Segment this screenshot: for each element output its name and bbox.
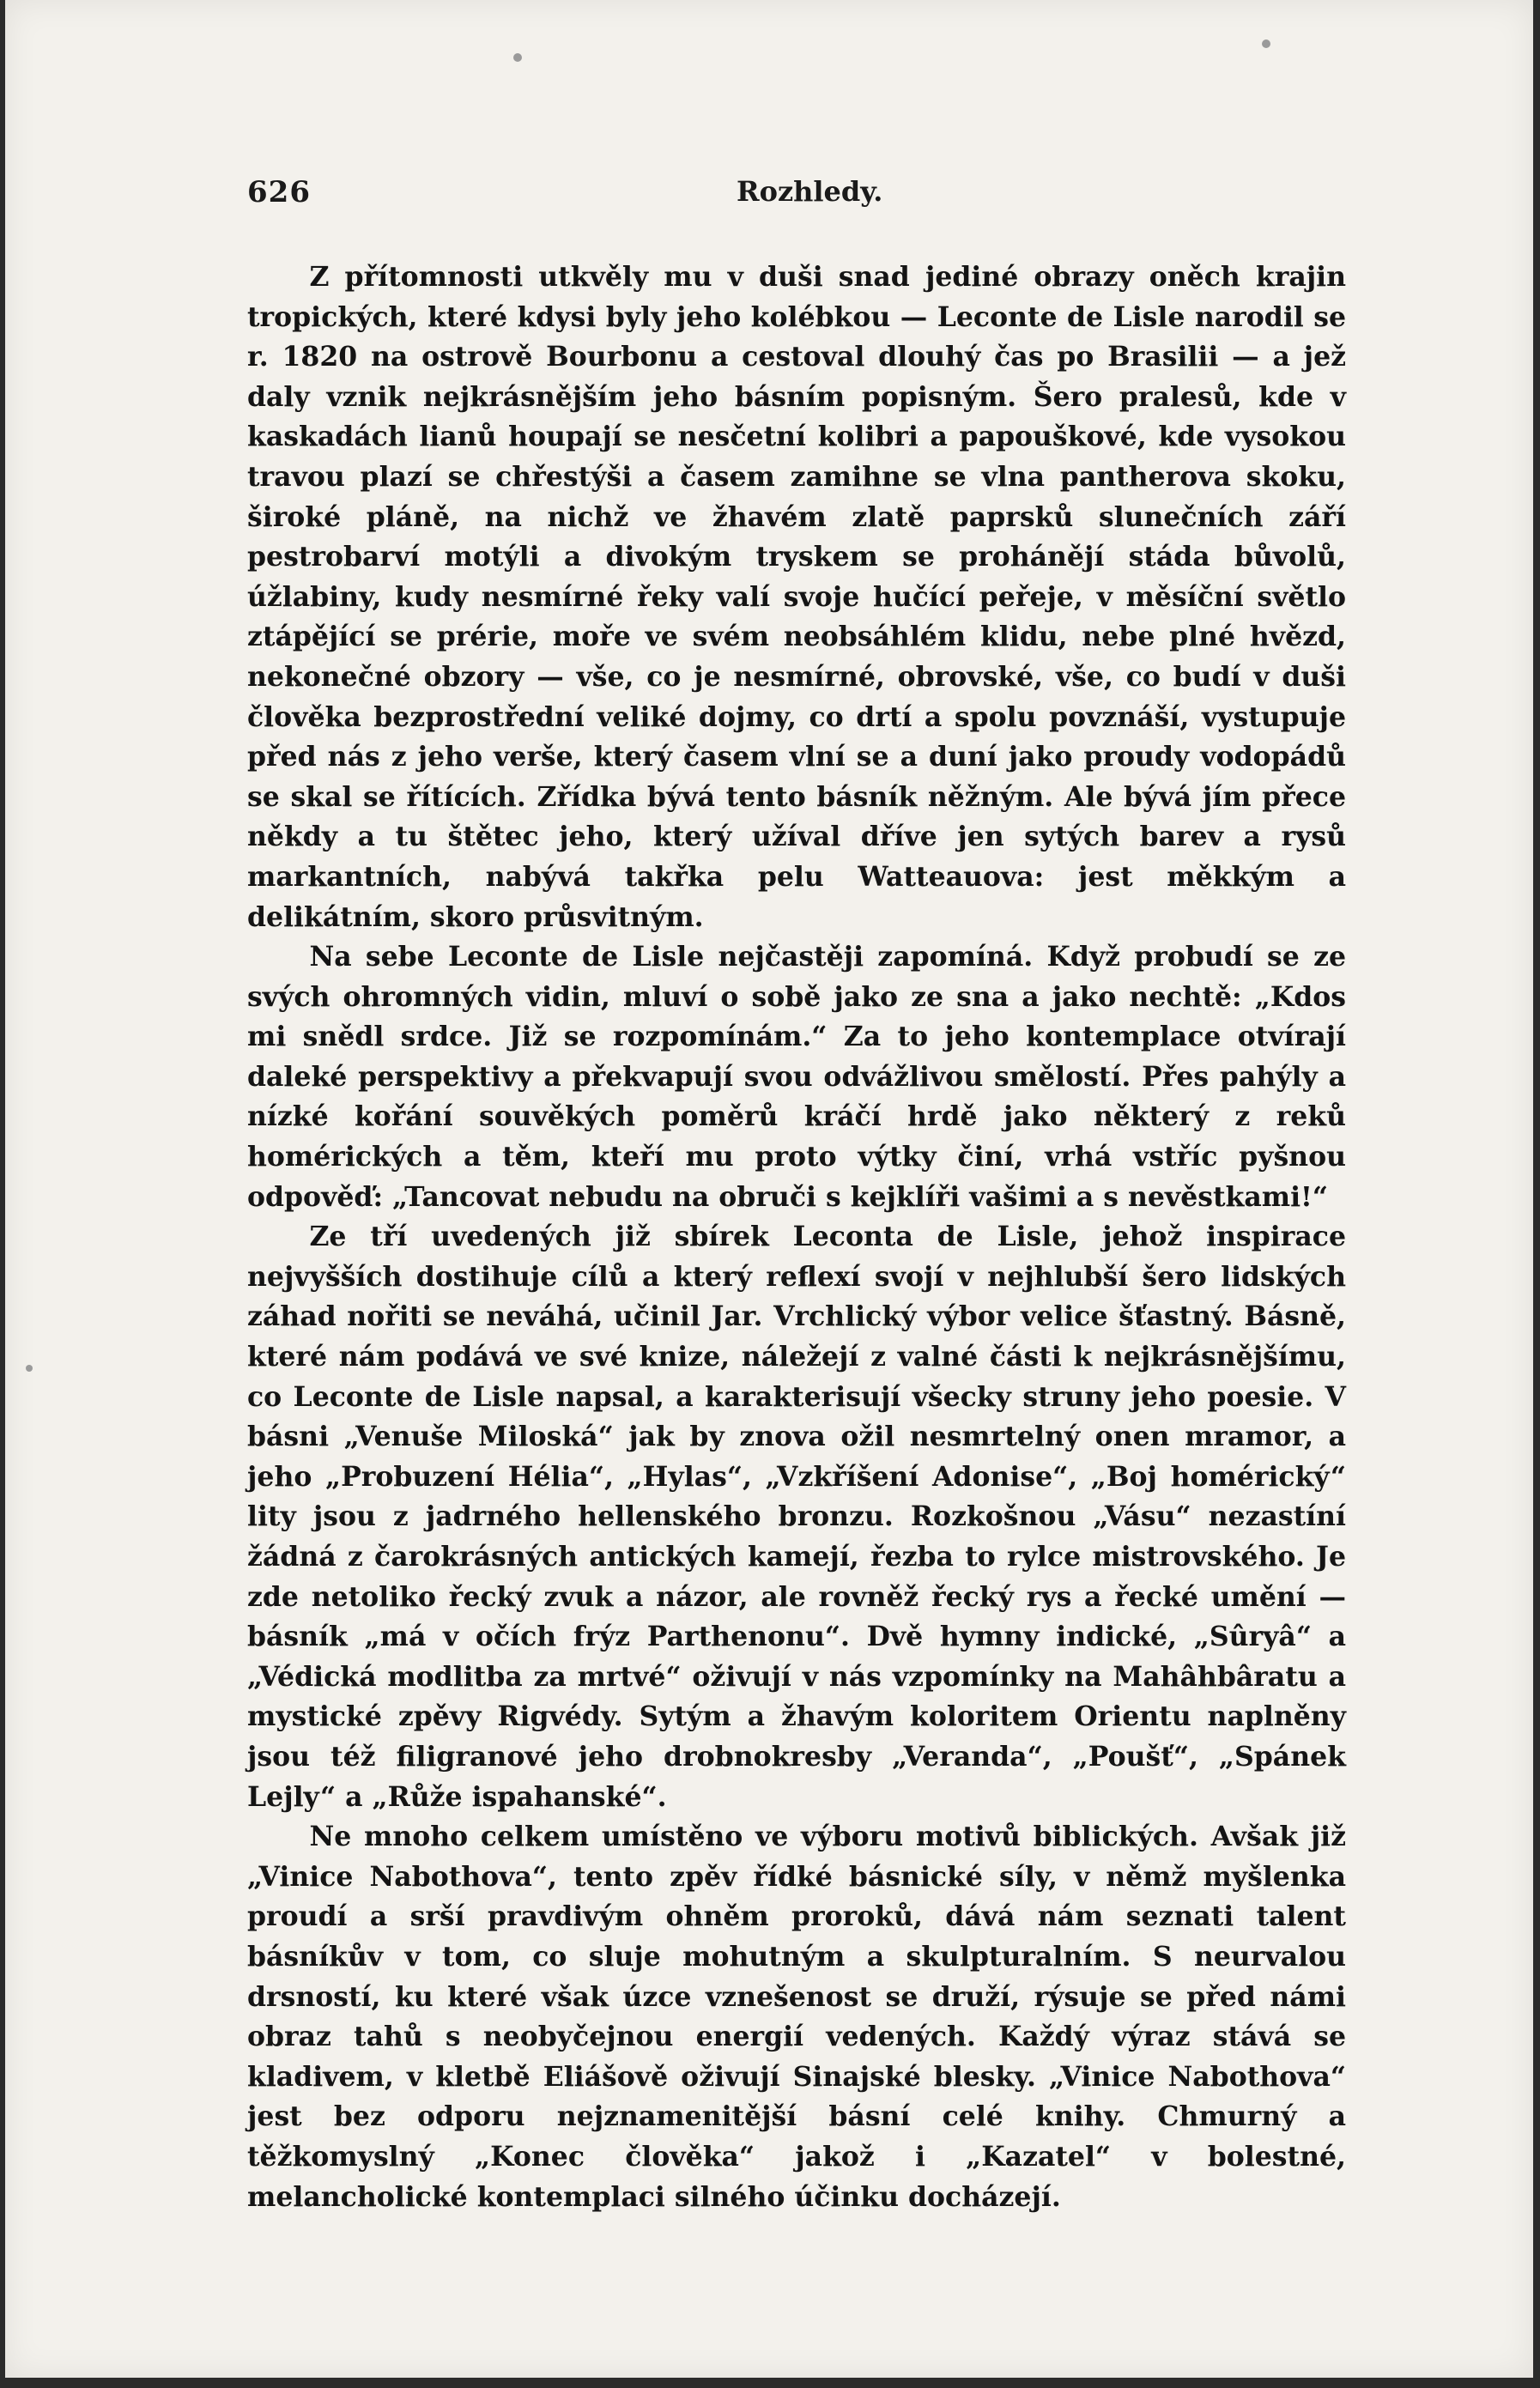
body-text — [247, 258, 1346, 2217]
paragraph: Ne mnoho celkem umístěno ve výboru motivů biblických. Avšak již „Vinice Nabothova“, tento zpěv řídké básnické síly, v němž myšlenka proudí a srší pravdivým ohněm proroků, dává nám seznati talent básníkův v tom, co sluje mohutným a skulpturalním. S neurvalou drsností, ku které však úzce vznešenost se druží, rýsuje se před námi obraz tahů s neobyčejnou energií vedených. Každý výraz stává se kladivem, v kletbě Eliášově oživují Sinajské blesky. „Vinice Nabothova“ jest bez odporu nejznamenitější básní celé knihy. Chmurný a těžkomyslný „Konec člověka“ jakož i „Kazatel“ v bolestné, melancholické kontemplaci silného účinku docházejí. — [247, 1821, 1346, 2213]
paper-speck — [26, 1365, 33, 1372]
book-page — [5, 0, 1533, 2378]
paragraph: Ze tří uvedených již sbírek Leconta de Lisle, jehož inspirace nejvyšších dostihuje cílů a který reflexí svojí v nejhlubší šero lidských záhad nořiti se neváhá, učinil Jar. Vrchlický výbor velice šťastný. Básně, které nám podává ve své knize, náležejí z valné části k nejkrásnějšímu, co Leconte de Lisle napsal, a karakterisují všecky struny jeho poesie. V básni „Venuše Miloská“ jak by znova ožil nesmrtelný onen mramor, a jeho „Probuzení Hélia“, „Hylas“, „Vzkříšení Adonise“, „Boj homérický“ lity jsou z jadrného hellenského bronzu. Rozkošnou „Vásu“ nezastíní žádná z čarokrásných antických kamejí, řezba to rylce mistrovského. Je zde netoliko řecký zvuk a názor, ale rovněž řecký rys a řecké umění — básník „má v očích frýz Parthenonu“. Dvě hymny indické, „Sûryâ“ a „Védická modlitba za mrtvé“ oživují v nás vzpomínky na Mahâhbâratu a mystické zpěvy Rigvédy. Sytým a žhavým koloritem Orientu naplněny jsou též filigranové jeho drobnokresby „Veranda“, „Poušť“, „Spánek Lejly“ a „Růže ispahanské“. — [247, 1221, 1346, 1813]
paper-speck — [1262, 39, 1270, 48]
paragraph: Na sebe Leconte de Lisle nejčastěji zapomíná. Když probudí se ze svých ohromných vidin, mluví o sobě jako ze sna a jako nechtě: „Kdos mi snědl srdce. Již se rozpomínám.“ Za to jeho kontemplace otvírají daleké perspektivy a překvapují svou odvážlivou smělostí. Přes pahýly a nízké kořání souvěkých poměrů kráčí hrdě jako některý z reků homérických a těm, kteří mu proto výtky činí, vrhá vstříc pyšnou odpověď: „Tancovat nebudu na obruči s kejklíři vašimi a s nevěstkami!“ — [247, 941, 1346, 1213]
paper-speck — [513, 53, 522, 62]
paragraph: Z přítomnosti utkvěly mu v duši snad jediné obrazy oněch krajin tropických, které kdysi byly jeho kolébkou — Leconte de Lisle narodil se r. 1820 na ostrově Bourbonu a cestoval dlouhý čas po Brasilii — a jež daly vznik nejkrásnějším jeho básním popisným. Šero pralesů, kde v kaskadách lianů houpají se nesčetní kolibri a papouškové, kde vysokou travou plazí se chřestýši a časem zamihne se vlna pantherova skoku, široké pláně, na nichž ve žhavém zlatě paprsků slunečních září pestrobarví motýli a divokým tryskem se prohánějí stáda bůvolů, úžlabiny, kudy nesmírné řeky valí svoje hučící peřeje, v měsíční světlo ztápějící se prérie, moře ve svém neobsáhlém klidu, nebe plné hvězd, nekonečné obzory — vše, co je nesmírné, obrovské, vše, co budí v duši člověka bezprostřední veliké dojmy, co drtí a spolu povznáší, vystupuje před nás z jeho verše, který časem vlní se a duní jako proudy vodopádů se skal se řítících. Zřídka bývá tento básník něžným. Ale bývá jím přece někdy a tu štětec jeho, který užíval dříve jen sytých barev a rysů markantních, nabývá takřka pelu Watteauova: jest měkkým a delikátním, skoro průsvitným. — [247, 261, 1346, 933]
page-number: 626 — [247, 175, 311, 209]
running-head: Rozhledy. — [737, 175, 883, 208]
page-header — [247, 175, 1363, 227]
